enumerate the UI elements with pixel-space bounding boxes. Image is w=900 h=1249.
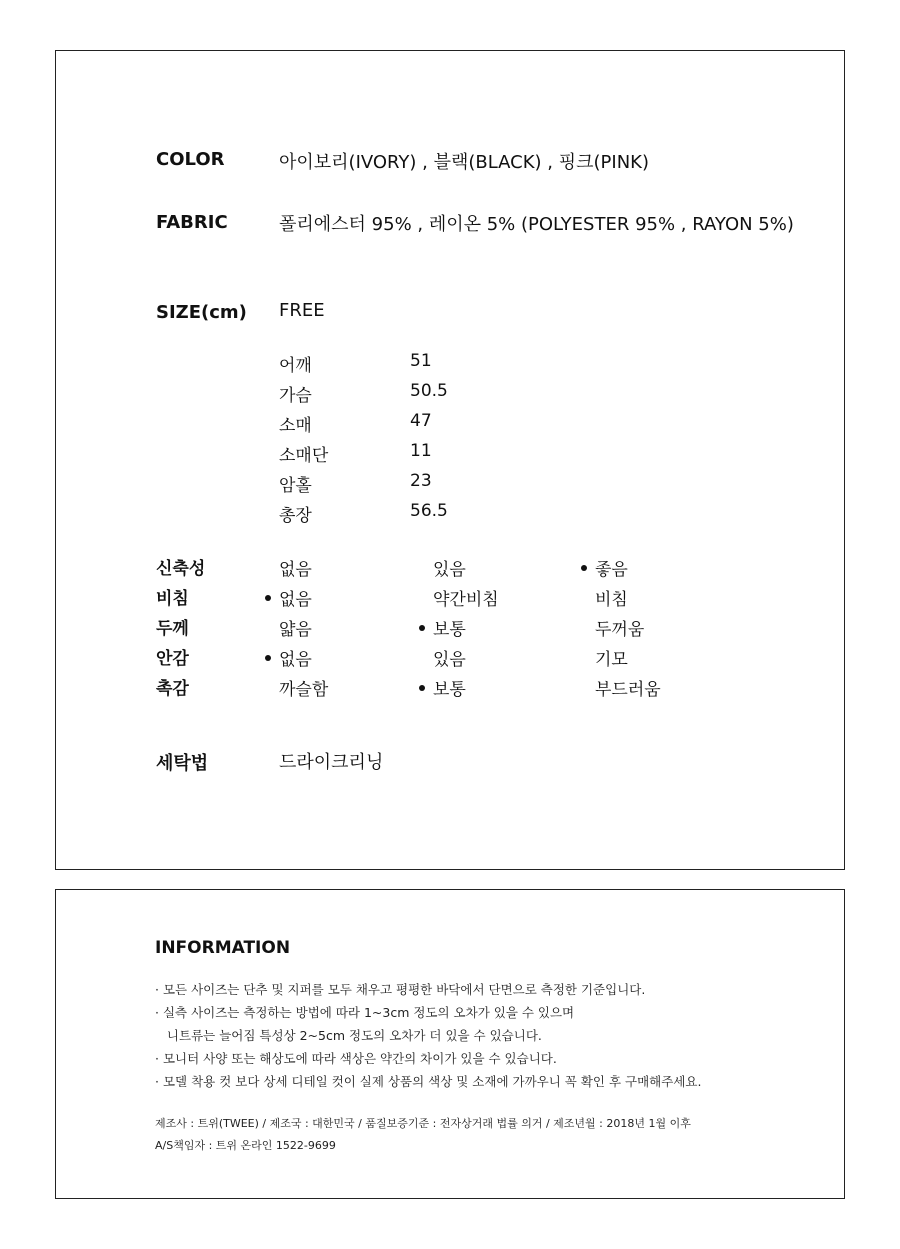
property-option: 비침 [595,590,628,610]
info-note: 니트류는 늘어짐 특성상 2~5cm 정도의 오차가 더 있을 수 있습니다. [155,1028,542,1043]
info-note: · 모니터 사양 또는 해상도에 따라 색상은 약간의 차이가 있을 수 있습니다. [155,1051,557,1066]
size-row-value: 56.5 [410,501,448,521]
size-value: FREE [279,300,325,321]
property-option: 없음 [279,590,312,610]
size-row-value: 47 [410,411,432,431]
property-option: 약간비침 [433,590,499,610]
selected-bullet-icon [265,655,271,661]
information-title: INFORMATION [155,938,291,958]
size-row-value: 50.5 [410,381,448,401]
washing-label: 세탁법 [156,753,209,774]
size-row-name: 소매 [279,416,312,436]
size-row-name: 가슴 [279,386,312,406]
property-option: 좋음 [595,560,628,580]
size-label: SIZE(cm) [156,302,247,323]
size-row-value: 11 [410,441,432,461]
property-option: 있음 [433,560,466,580]
property-option: 얇음 [279,620,312,640]
property-label: 촉감 [156,679,189,699]
selected-bullet-icon [581,565,587,571]
property-label: 비침 [156,589,189,609]
fabric-value: 폴리에스터 95% , 레이온 5% (POLYESTER 95% , RAYON 5%) [279,214,794,235]
selected-bullet-icon [419,625,425,631]
selected-bullet-icon [419,685,425,691]
property-option: 두꺼움 [595,620,645,640]
property-option: 없음 [279,560,312,580]
manufacturer-line: 제조사 : 트위(TWEE) / 제조국 : 대한민국 / 품질보증기준 : 전자상거래 법률 의거 / 제조년월 : 2018년 1월 이후 [155,1117,691,1130]
property-option: 보통 [433,620,466,640]
property-option: 보통 [433,680,466,700]
size-row-value: 51 [410,351,432,371]
property-option: 기모 [595,650,628,670]
property-option: 부드러움 [595,680,661,700]
info-note: · 모델 착용 컷 보다 상세 디테일 컷이 실제 상품의 색상 및 소재에 가까우니 꼭 확인 후 구매해주세요. [155,1074,702,1089]
property-option: 있음 [433,650,466,670]
information-panel [55,889,845,1199]
size-row-name: 암홀 [279,476,312,496]
washing-value: 드라이크리닝 [279,752,384,773]
selected-bullet-icon [265,595,271,601]
size-row-value: 23 [410,471,432,491]
property-option: 까슬함 [279,680,329,700]
fabric-label: FABRIC [156,212,228,233]
size-row-name: 총장 [279,506,312,526]
property-label: 두께 [156,619,189,639]
property-label: 안감 [156,649,189,669]
property-option: 없음 [279,650,312,670]
product-spec-panel [55,50,845,870]
color-label: COLOR [156,149,225,170]
color-value: 아이보리(IVORY) , 블랙(BLACK) , 핑크(PINK) [279,152,649,173]
property-label: 신축성 [156,559,206,579]
info-note: · 모든 사이즈는 단추 및 지퍼를 모두 채우고 평평한 바닥에서 단면으로 측정한 기준입니다. [155,982,646,997]
size-row-name: 소매단 [279,446,329,466]
size-row-name: 어깨 [279,356,312,376]
as-line: A/S책임자 : 트위 온라인 1522-9699 [155,1139,336,1152]
info-note: · 실측 사이즈는 측정하는 방법에 따라 1~3cm 정도의 오차가 있을 수 있으며 [155,1005,575,1020]
